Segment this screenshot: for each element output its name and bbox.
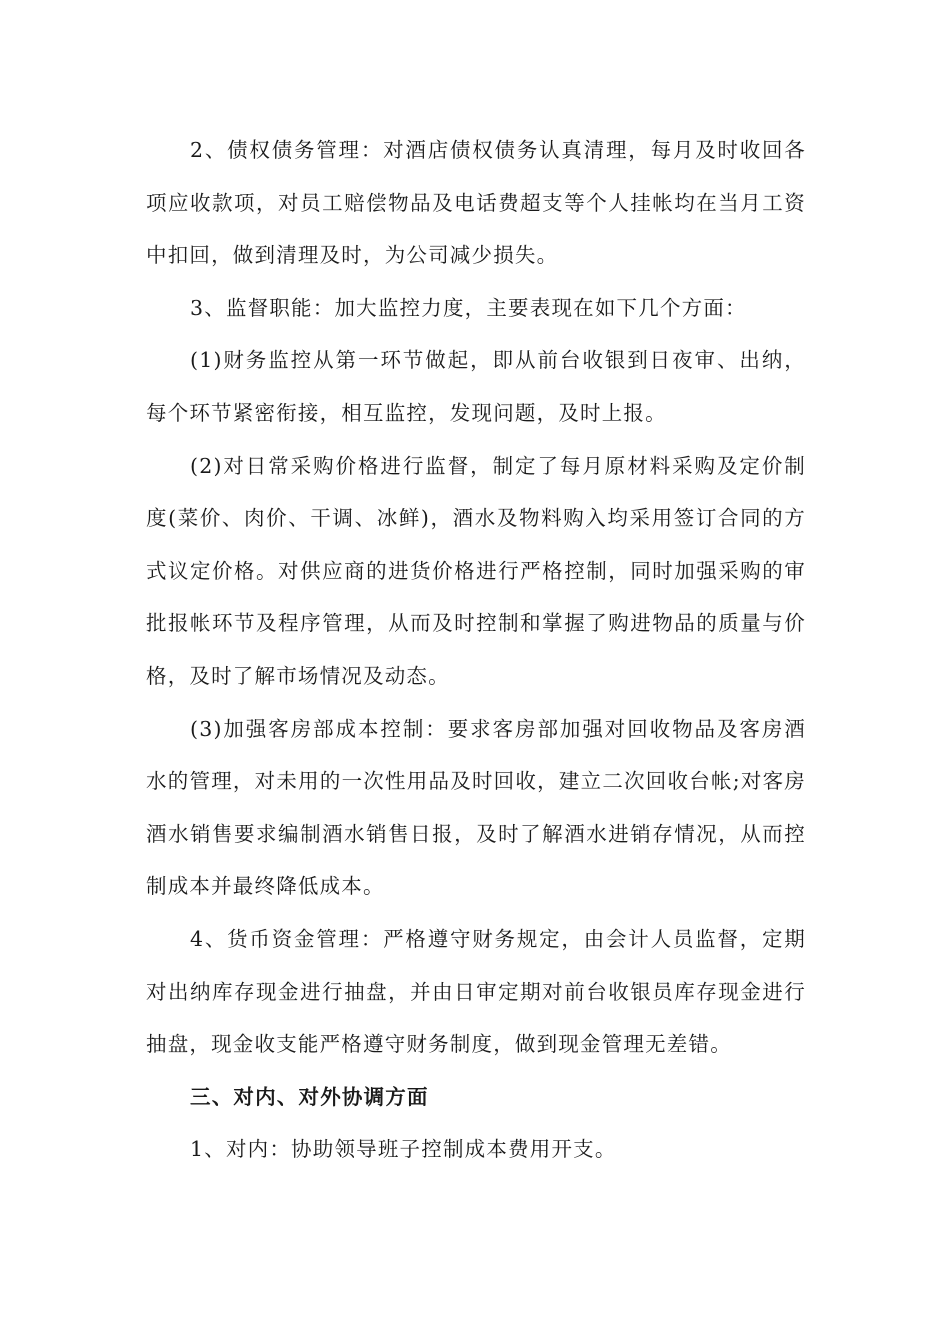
document-body — [146, 124, 806, 1176]
paragraph-financial-monitoring: (1)财务监控从第一环节做起，即从前台收银到日夜审、出纳，每个环节紧密衔接，相互监控，发现问题，及时上报。 — [146, 348, 806, 425]
paragraph-housekeeping-cost: (3)加强客房部成本控制：要求客房部加强对回收物品及客房酒水的管理，对未用的一次性用品及时回收，建立二次回收台帐;对客房酒水销售要求编制酒水销售日报，及时了解酒水进销存情况，从而控制成本并最终降低成本。 — [146, 716, 806, 899]
paragraph-cash-management: 4、货币资金管理：严格遵守财务规定，由会计人员监督，定期对出纳库存现金进行抽盘，并由日审定期对前台收银员库存现金进行抽盘，现金收支能严格遵守财务制度，做到现金管理无差错。 — [146, 926, 806, 1057]
paragraph-supervision: 3、监督职能：加大监控力度，主要表现在如下几个方面： — [190, 295, 747, 320]
section-heading: 三、对内、对外协调方面 — [190, 1084, 429, 1109]
paragraph-debt-management: 2、债权债务管理：对酒店债权债务认真清理，每月及时收回各项应收款项，对员工赔偿物品及电话费超支等个人挂帐均在当月工资中扣回，做到清理及时，为公司减少损失。 — [146, 138, 806, 268]
paragraph-internal-coordination: 1、对内：协助领导班子控制成本费用开支。 — [190, 1137, 617, 1162]
paragraph-procurement-price: (2)对日常采购价格进行监督，制定了每月原材料采购及定价制度(菜价、肉价、干调、冰鲜)，酒水及物料购入均采用签订合同的方式议定价格。对供应商的进货价格进行严格控制，同时加强采购的审批报帐环节及程序管理，从而及时控制和掌握了购进物品的质量与价格，及时了解市场情况及动态。 — [146, 453, 806, 688]
